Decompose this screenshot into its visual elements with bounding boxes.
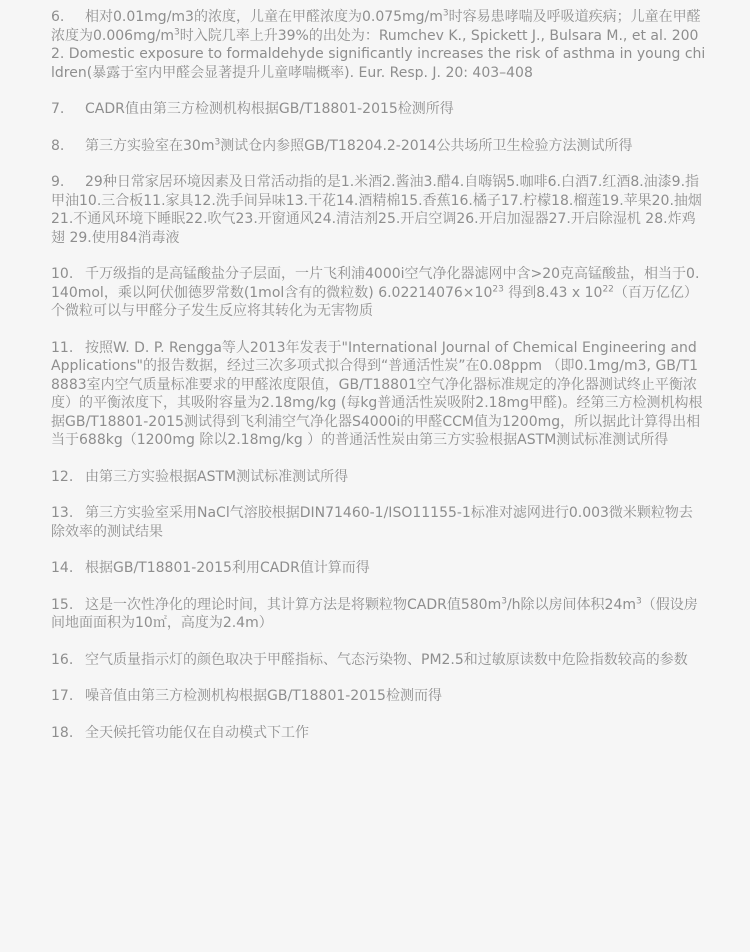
footnote-number: 15. xyxy=(51,596,74,613)
footnote-11 xyxy=(51,339,706,450)
footnote-9 xyxy=(51,173,706,247)
footnote-text: 由第三方实验根据ASTM测试标准测试所得 xyxy=(85,468,349,485)
footnote-text: 空气质量指示灯的颜色取决于甲醛指标、气态污染物、PM2.5和过敏原读数中危险指数较高的参数 xyxy=(85,651,688,668)
footnote-text: （百万亿亿）个微粒可以与甲醛分子发生反应将其转化为无害物质 xyxy=(51,284,698,319)
footnote-number: 12. xyxy=(51,468,74,485)
footnote-15 xyxy=(51,596,706,633)
footnote-number: 7. xyxy=(51,101,65,117)
superscript: 23 xyxy=(492,283,504,294)
footnote-6 xyxy=(51,8,706,82)
footnote-text: 得到8.43 x 10 xyxy=(503,284,603,301)
footnote-text: （假设房间地面面积为10㎡，高度为2.4m） xyxy=(51,596,698,631)
footnote-text: 测试仓内参照GB/T18204.2-2014公共场所卫生检验方法测试所得 xyxy=(220,137,633,154)
superscript: 3 xyxy=(636,595,642,606)
footnote-number: 16. xyxy=(51,651,74,668)
footnote-16 xyxy=(51,651,706,670)
superscript: 3 xyxy=(442,8,449,19)
footnote-text: 千万级指的是高锰酸盐分子层面，一片飞利浦4000i空气净化器滤网中含>20克高锰酸盐，相当于0.140mol，乘以阿伏伽德罗常数(1mol含有的微粒数) 6.02214076×10 xyxy=(51,266,700,301)
footnote-text: 时入院几率上升39%的出处为：Rumchev K., Spickett J., Bulsara M., et al. 2002. Domestic exposure to formaldehyde significantly increases the risk of asthma in young children(暴露于室内甲醛会显著提升儿童哮喘概率). Eur. Resp. J. 20: 403–408 xyxy=(51,27,706,81)
superscript: 3 xyxy=(214,136,221,147)
footnote-text: /h除以房间体积24m xyxy=(506,596,636,613)
superscript: 22 xyxy=(602,283,614,294)
superscript: 3 xyxy=(173,26,180,37)
footnote-17 xyxy=(51,687,706,706)
footnote-13 xyxy=(51,504,706,541)
footnote-text: 根据GB/T18801-2015利用CADR值计算而得 xyxy=(85,560,370,576)
footnote-text: 噪音值由第三方检测机构根据GB/T18801-2015检测而得 xyxy=(85,688,442,704)
footnote-number: 11. xyxy=(51,339,74,356)
footnote-text: 这是一次性净化的理论时间，其计算方法是将颗粒物CADR值580m xyxy=(85,596,502,613)
footnote-text: 时容易患哮喘及呼吸道疾病；儿童在甲醛浓度为0.006mg/m xyxy=(51,9,701,44)
footnote-number: 10. xyxy=(51,266,74,282)
footnote-14 xyxy=(51,559,706,578)
footnote-text: 全天候托管功能仅在自动模式下工作 xyxy=(85,724,309,741)
footnote-text: 第三方实验室在30m xyxy=(85,137,215,154)
footnote-18 xyxy=(51,724,706,743)
footnote-list xyxy=(51,8,706,742)
superscript: 3 xyxy=(501,595,507,606)
footnote-text: 29种日常家居环境因素及日常活动指的是1.米酒2.酱油3.醋4.自嗨锅5.咖啡6.白酒7.红酒8.油漆9.指甲油10.三合板11.家具12.洗手间异味13.干花14.酒精棉15.香蕉16.橘子17.柠檬18.榴莲19.苹果20.抽烟21.不通风环境下睡眠22.吹气23.开窗通风24.清洁剂25.开启空调26.开启加湿器27.开启除湿机 28.炸鸡翅 29.使用84消毒液 xyxy=(51,174,702,246)
footnote-8 xyxy=(51,137,706,156)
footnote-7 xyxy=(51,100,706,119)
footnote-number: 6. xyxy=(51,9,65,25)
footnote-number: 18. xyxy=(51,724,74,741)
footnote-text: CADR值由第三方检测机构根据GB/T18801-2015检测所得 xyxy=(85,101,454,117)
footnote-text: 按照W. D. P. Rengga等人2013年发表于"International Journal of Chemical Engineering and Applications"的报告数据，经过三次多项式拟合得到“普通活性炭”在0.08ppm （即0.1mg/m3, GB/T18883室内空气质量标准要求的甲醛浓度限值，GB/T18801空气净化器标准规定的净化器测试终止平衡浓度）的平衡浓度下，其吸附容量为2.18mg/kg (每kg普通活性炭吸附2.18mg甲醛)。经第三方检测机构根据GB/T18801-2015测试得到飞利浦空气净化器S4000i的甲醛CCM值为1200mg，所以据此计算得出相当于688kg（1200mg 除以2.18mg/kg ）的普通活性炭由第三方实验根据ASTM测试标准测试所得 xyxy=(51,339,703,448)
footnote-10 xyxy=(51,265,706,321)
footnote-text: 相对0.01mg/m3的浓度，儿童在甲醛浓度为0.075mg/m xyxy=(85,9,443,25)
footnote-text: 第三方实验室采用NaCl气溶胶根据DIN71460-1/ISO11155-1标准对滤网进行0.003微米颗粒物去除效率的测试结果 xyxy=(51,505,693,540)
footnote-number: 13. xyxy=(51,505,74,521)
footnote-12 xyxy=(51,468,706,487)
footnote-number: 8. xyxy=(51,137,65,154)
footnote-number: 9. xyxy=(51,174,65,190)
footnote-number: 17. xyxy=(51,688,74,704)
footnote-number: 14. xyxy=(51,560,74,576)
